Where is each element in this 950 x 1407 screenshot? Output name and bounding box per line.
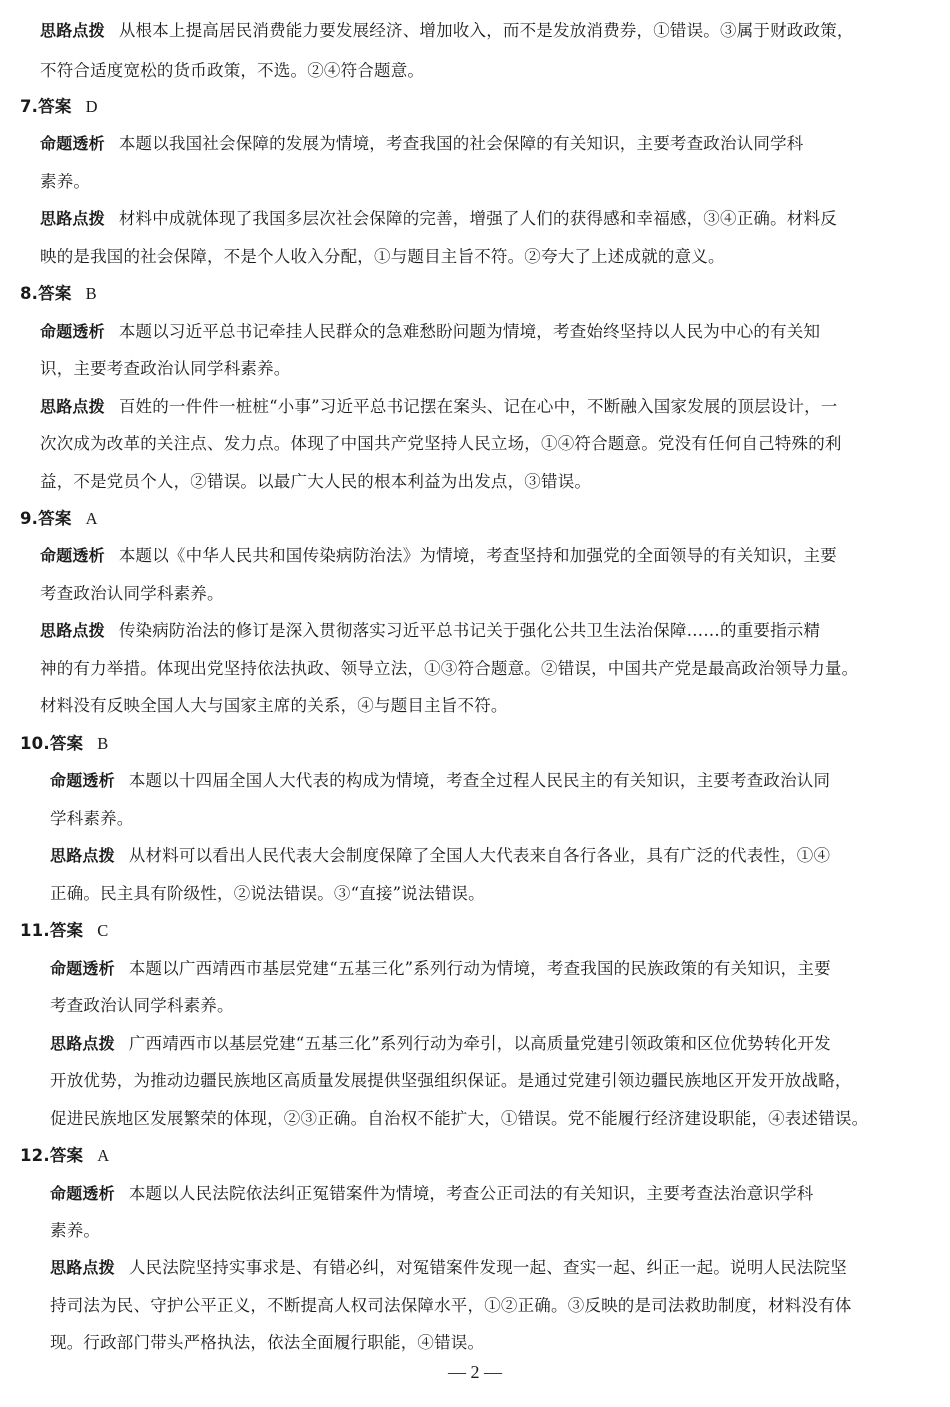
q11-answer-row — [20, 920, 108, 942]
q12-hint-text-1: 人民法院坚持实事求是、有错必纠，对冤错案件发现一起、查实一起、纠正一起。说明人民法院坚 — [128, 1258, 847, 1277]
hint-label: 思路点拨 — [40, 621, 105, 640]
q9-number: 9. — [20, 509, 39, 528]
q8-hint-text-1: 百姓的一件件一桩桩“小事”习近平总书记摆在案头、记在心中，不断融入国家发展的顶层设计，一 — [118, 397, 838, 416]
q12-analysis-line-1 — [50, 1183, 814, 1205]
q9-hint-text-2: 神的有力举措。体现出党坚持依法执政、领导立法，①③符合题意。②错误，中国共产党是最高政治领导力量。 — [40, 659, 859, 678]
q12-hint-text-2: 持司法为民、守护公平正义，不断提高人权司法保障水平，①②正确。③反映的是司法救助制度，材料没有体 — [50, 1296, 852, 1315]
q8-hint-line-3 — [40, 471, 591, 493]
analysis-label: 命题透析 — [50, 1184, 115, 1203]
q7-analysis-text-2: 素养。 — [40, 172, 91, 191]
hint-label: 思路点拨 — [50, 1034, 115, 1053]
q10-analysis-line-2 — [50, 808, 134, 830]
q11-hint-text-3: 促进民族地区发展繁荣的体现，②③正确。自治权不能扩大，①错误。党不能履行经济建设职能，④表述错误。 — [50, 1109, 869, 1128]
q8-hint-line-2 — [40, 433, 842, 455]
q8-hint-line-1 — [40, 396, 837, 418]
q11-analysis-line-1 — [50, 958, 831, 980]
answer-label: 答案 — [38, 97, 72, 116]
page-number: — 2 — — [448, 1362, 502, 1382]
q12-hint-line-3 — [50, 1332, 484, 1354]
q10-analysis-text-2: 学科素养。 — [50, 809, 134, 828]
q7-number: 7. — [20, 97, 39, 116]
q12-hint-line-1 — [50, 1257, 847, 1279]
analysis-label: 命题透析 — [40, 134, 105, 153]
q12-analysis-text-1: 本题以人民法院依法纠正冤错案件为情境，考查公正司法的有关知识，主要考查法治意识学科 — [128, 1184, 814, 1203]
q9-analysis-text-1: 本题以《中华人民共和国传染病防治法》为情境，考查坚持和加强党的全面领导的有关知识，主要 — [118, 546, 837, 565]
answer-label: 答案 — [49, 921, 84, 940]
q8-hint-text-3: 益，不是党员个人，②错误。以最广大人民的根本利益为出发点，③错误。 — [40, 472, 592, 491]
q8-analysis-line-1 — [40, 321, 820, 343]
q9-answer-value: A — [85, 509, 98, 528]
q11-number: 11. — [20, 921, 50, 940]
q8-analysis-line-2 — [40, 358, 291, 380]
hint-label: 思路点拨 — [50, 846, 115, 865]
q8-analysis-text-1: 本题以习近平总书记牵挂人民群众的急难愁盼问题为情境，考查始终坚持以人民为中心的有关知 — [118, 322, 821, 341]
q11-hint-text-2: 开放优势，为推动边疆民族地区高质量发展提供坚强组织保证。是通过党建引领边疆民族地区开发开放战略， — [50, 1071, 852, 1090]
answer-label: 答案 — [38, 284, 72, 303]
q6-hint-line-1 — [40, 20, 930, 42]
q10-answer-row — [20, 733, 108, 755]
hint-label: 思路点拨 — [40, 21, 105, 40]
q10-number: 10. — [20, 734, 50, 753]
hint-label: 思路点拨 — [40, 209, 105, 228]
q7-answer-value: D — [85, 97, 98, 116]
q12-analysis-text-2: 素养。 — [50, 1221, 101, 1240]
answer-label: 答案 — [38, 509, 72, 528]
q10-hint-text-1: 从材料可以看出人民代表大会制度保障了全国人大代表来自各行各业，具有广泛的代表性，①④ — [128, 846, 831, 865]
q9-hint-text-3: 材料没有反映全国人大与国家主席的关系，④与题目主旨不符。 — [40, 696, 508, 715]
analysis-label: 命题透析 — [40, 322, 105, 341]
q9-analysis-text-2: 考查政治认同学科素养。 — [40, 584, 224, 603]
q11-hint-line-2 — [50, 1070, 852, 1092]
q11-hint-line-3 — [50, 1108, 868, 1130]
q7-answer-row — [20, 96, 98, 118]
q10-answer-value: B — [97, 734, 109, 753]
q11-analysis-text-1: 本题以广西靖西市基层党建“五基三化”系列行动为情境，考查我国的民族政策的有关知识，主要 — [128, 959, 831, 978]
q6-hint-text-1: 从根本上提高居民消费能力要发展经济、增加收入，而不是发放消费券，①错误。③属于财政政策， — [118, 21, 854, 40]
q9-hint-text-1: 传染病防治法的修订是深入贯彻落实习近平总书记关于强化公共卫生法治保障……的重要指示精 — [118, 621, 821, 640]
q8-analysis-text-2: 识，主要考查政治认同学科素养。 — [40, 359, 291, 378]
q9-hint-line-1 — [40, 620, 820, 642]
q10-analysis-line-1 — [50, 770, 830, 792]
q12-answer-row — [20, 1145, 109, 1167]
answer-label: 答案 — [49, 734, 84, 753]
q11-answer-value: C — [97, 921, 109, 940]
q11-analysis-line-2 — [50, 995, 234, 1017]
q9-analysis-line-2 — [40, 583, 224, 605]
q8-answer-row — [20, 283, 97, 305]
q12-answer-value: A — [97, 1146, 110, 1165]
q7-analysis-text-1: 本题以我国社会保障的发展为情境，考查我国的社会保障的有关知识，主要考查政治认同学科 — [118, 134, 804, 153]
q8-hint-text-2: 次次成为改革的关注点、发力点。体现了中国共产党坚持人民立场，①④符合题意。党没有任何自己特殊的利 — [40, 434, 842, 453]
hint-label: 思路点拨 — [50, 1258, 115, 1277]
q7-hint-line-1 — [40, 208, 837, 230]
analysis-label: 命题透析 — [50, 959, 115, 978]
q12-number: 12. — [20, 1146, 50, 1165]
q9-hint-line-2 — [40, 658, 858, 680]
q7-analysis-line-2 — [40, 171, 90, 193]
q11-hint-line-1 — [50, 1033, 831, 1055]
q10-hint-text-2: 正确。民主具有阶级性，②说法错误。③“直接”说法错误。 — [50, 884, 485, 903]
q6-hint-text-2: 不符合适度宽松的货币政策，不选。②④符合题意。 — [40, 61, 425, 80]
q12-hint-text-3: 现。行政部门带头严格执法，依法全面履行职能，④错误。 — [50, 1333, 485, 1352]
q10-analysis-text-1: 本题以十四届全国人大代表的构成为情境，考查全过程人民民主的有关知识，主要考查政治认同 — [128, 771, 831, 790]
q9-answer-row — [20, 508, 98, 530]
q8-number: 8. — [20, 284, 39, 303]
answer-label: 答案 — [49, 1146, 84, 1165]
q9-hint-line-3 — [40, 695, 508, 717]
q9-analysis-line-1 — [40, 545, 837, 567]
q7-hint-text-2: 映的是我国的社会保障，不是个人收入分配，①与题目主旨不符。②夸大了上述成就的意义。 — [40, 247, 725, 266]
analysis-label: 命题透析 — [40, 546, 105, 565]
q12-hint-line-2 — [50, 1295, 852, 1317]
q6-hint-line-2 — [40, 60, 424, 82]
q10-hint-line-1 — [50, 845, 830, 867]
hint-label: 思路点拨 — [40, 397, 105, 416]
q7-hint-text-1: 材料中成就体现了我国多层次社会保障的完善，增强了人们的获得感和幸福感，③④正确。材料反 — [118, 209, 837, 228]
q10-hint-line-2 — [50, 883, 485, 905]
q8-answer-value: B — [85, 284, 97, 303]
analysis-label: 命题透析 — [50, 771, 115, 790]
q11-analysis-text-2: 考查政治认同学科素养。 — [50, 996, 234, 1015]
q7-hint-line-2 — [40, 246, 725, 268]
q7-analysis-line-1 — [40, 133, 804, 155]
q11-hint-text-1: 广西靖西市以基层党建“五基三化”系列行动为牵引，以高质量党建引领政策和区位优势转化开发 — [128, 1034, 831, 1053]
q12-analysis-line-2 — [50, 1220, 100, 1242]
